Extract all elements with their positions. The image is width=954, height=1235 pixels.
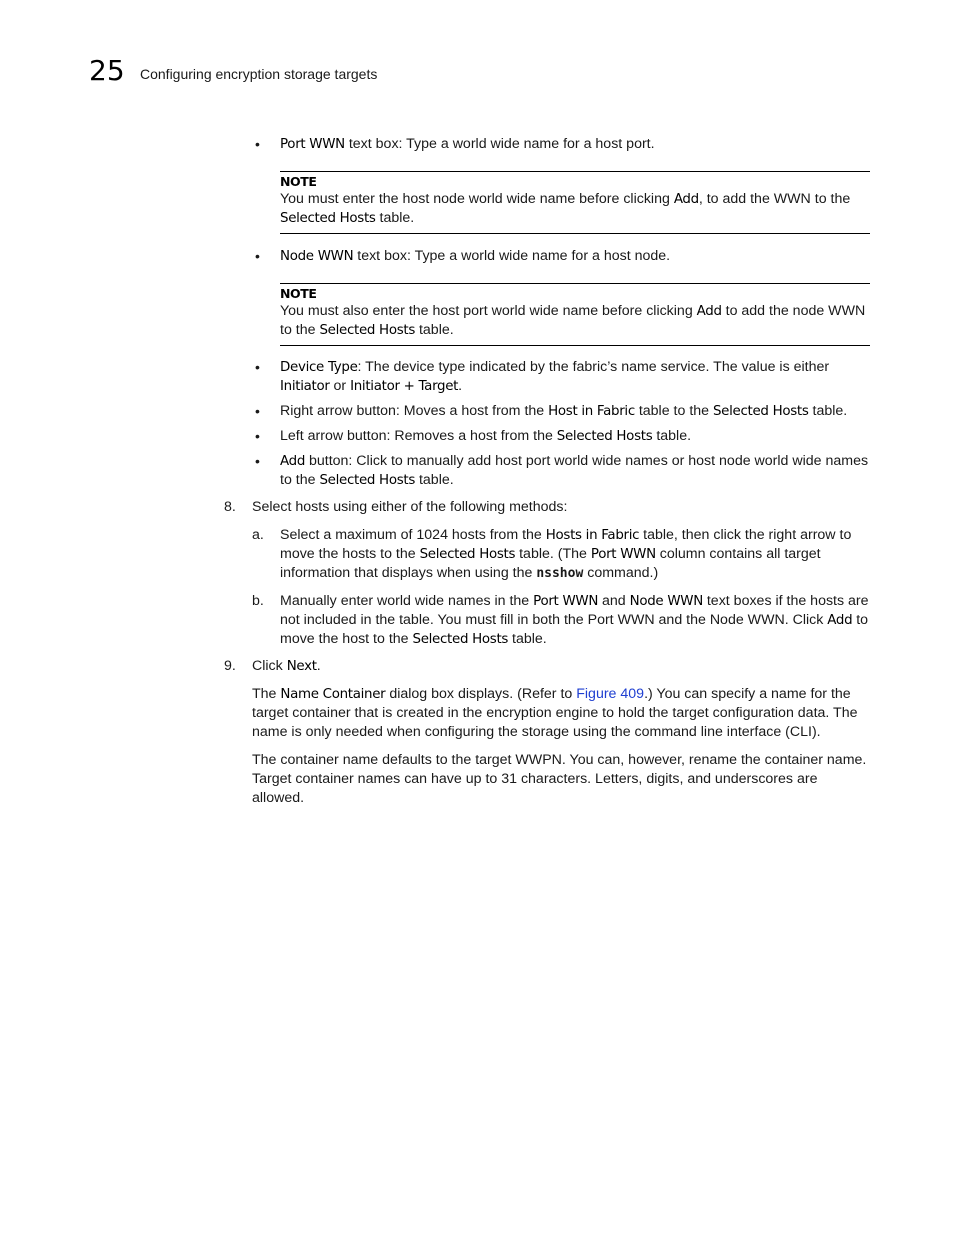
step-8a: a. Select a maximum of 1024 hosts from the Hosts in Fabric table, then click the right arrow to move the hosts to the Selected Hosts table. (The Port WWN column contains all target information that displays when using the nsshow command.) [252, 527, 852, 581]
bullet-dot-icon: • [255, 453, 260, 469]
step-8 [224, 498, 870, 517]
bullet-dot-icon: • [255, 248, 260, 264]
bullet-dot-icon: • [255, 359, 260, 375]
note-box-1 [280, 171, 870, 234]
term-node-wwn: Node WWN [280, 249, 354, 264]
sub-letter: b. [252, 593, 264, 609]
note-text-1: You must enter the host node world wide name before clicking Add, to add the WWN to the Selected Hosts table. [280, 191, 851, 226]
bullet-text: text box: Type a world wide name for a host node. [353, 248, 671, 264]
step-text: Select hosts using either of the following methods: [252, 499, 568, 515]
note-box-2 [280, 283, 870, 346]
bullet-device-type: • Device Type: The device type indicated by the fabric’s name service. The value is either Initiator or Initiator + Target. [255, 359, 830, 394]
bullet-dot-icon: • [255, 136, 260, 152]
bullet-dot-icon: • [255, 428, 260, 444]
chapter-title: Configuring encryption storage targets [140, 66, 378, 82]
command-nsshow: nsshow [536, 566, 584, 581]
bullet-dot-icon: • [255, 403, 260, 419]
step-number: 8. [224, 499, 236, 515]
sub-letter: a. [252, 527, 264, 543]
term-port-wwn: Port WWN [280, 137, 345, 152]
bullet-port-wwn [255, 135, 870, 154]
bullet-text: text box: Type a world wide name for a host port. [344, 136, 655, 152]
figure-409-link[interactable]: Figure 409 [576, 686, 645, 702]
step-9: 9. Click Next. [224, 658, 321, 674]
paragraph-container-name: The container name defaults to the target WWPN. You can, however, rename the container name. Target container names can have up to 31 characters. Letters, digits, and underscores are allowed. [252, 752, 867, 806]
bullet-add: • Add button: Click to manually add host port world wide names or host node world wide names to the Selected Hosts table. [255, 453, 869, 488]
note-label: NOTE [280, 174, 317, 189]
note-label: NOTE [280, 286, 317, 301]
bullet-left-arrow: • Left arrow button: Removes a host from the Selected Hosts table. [255, 428, 692, 444]
bullet-node-wwn [255, 247, 870, 266]
paragraph-name-container: The Name Container dialog box displays. (Refer to Figure 409.) You can specify a name for the target container that is created in the encryption engine to hold the target configuration data. The name is only needed when configuring the storage using the command line interface (CLI). [252, 686, 858, 740]
chapter-number: 25 [89, 54, 125, 87]
step-8b: b. Manually enter world wide names in the Port WWN and Node WWN text boxes if the hosts are not included in the table. You must fill in both the Port WWN and the Node WWN. Click Add to move the host to the Selected Hosts table. [252, 593, 869, 647]
bullet-right-arrow: • Right arrow button: Moves a host from the Host in Fabric table to the Selected Hosts table. [255, 403, 848, 419]
step-number: 9. [224, 658, 236, 674]
note-text-2: You must also enter the host port world wide name before clicking Add to add the node WWN to the Selected Hosts table. [280, 303, 866, 338]
